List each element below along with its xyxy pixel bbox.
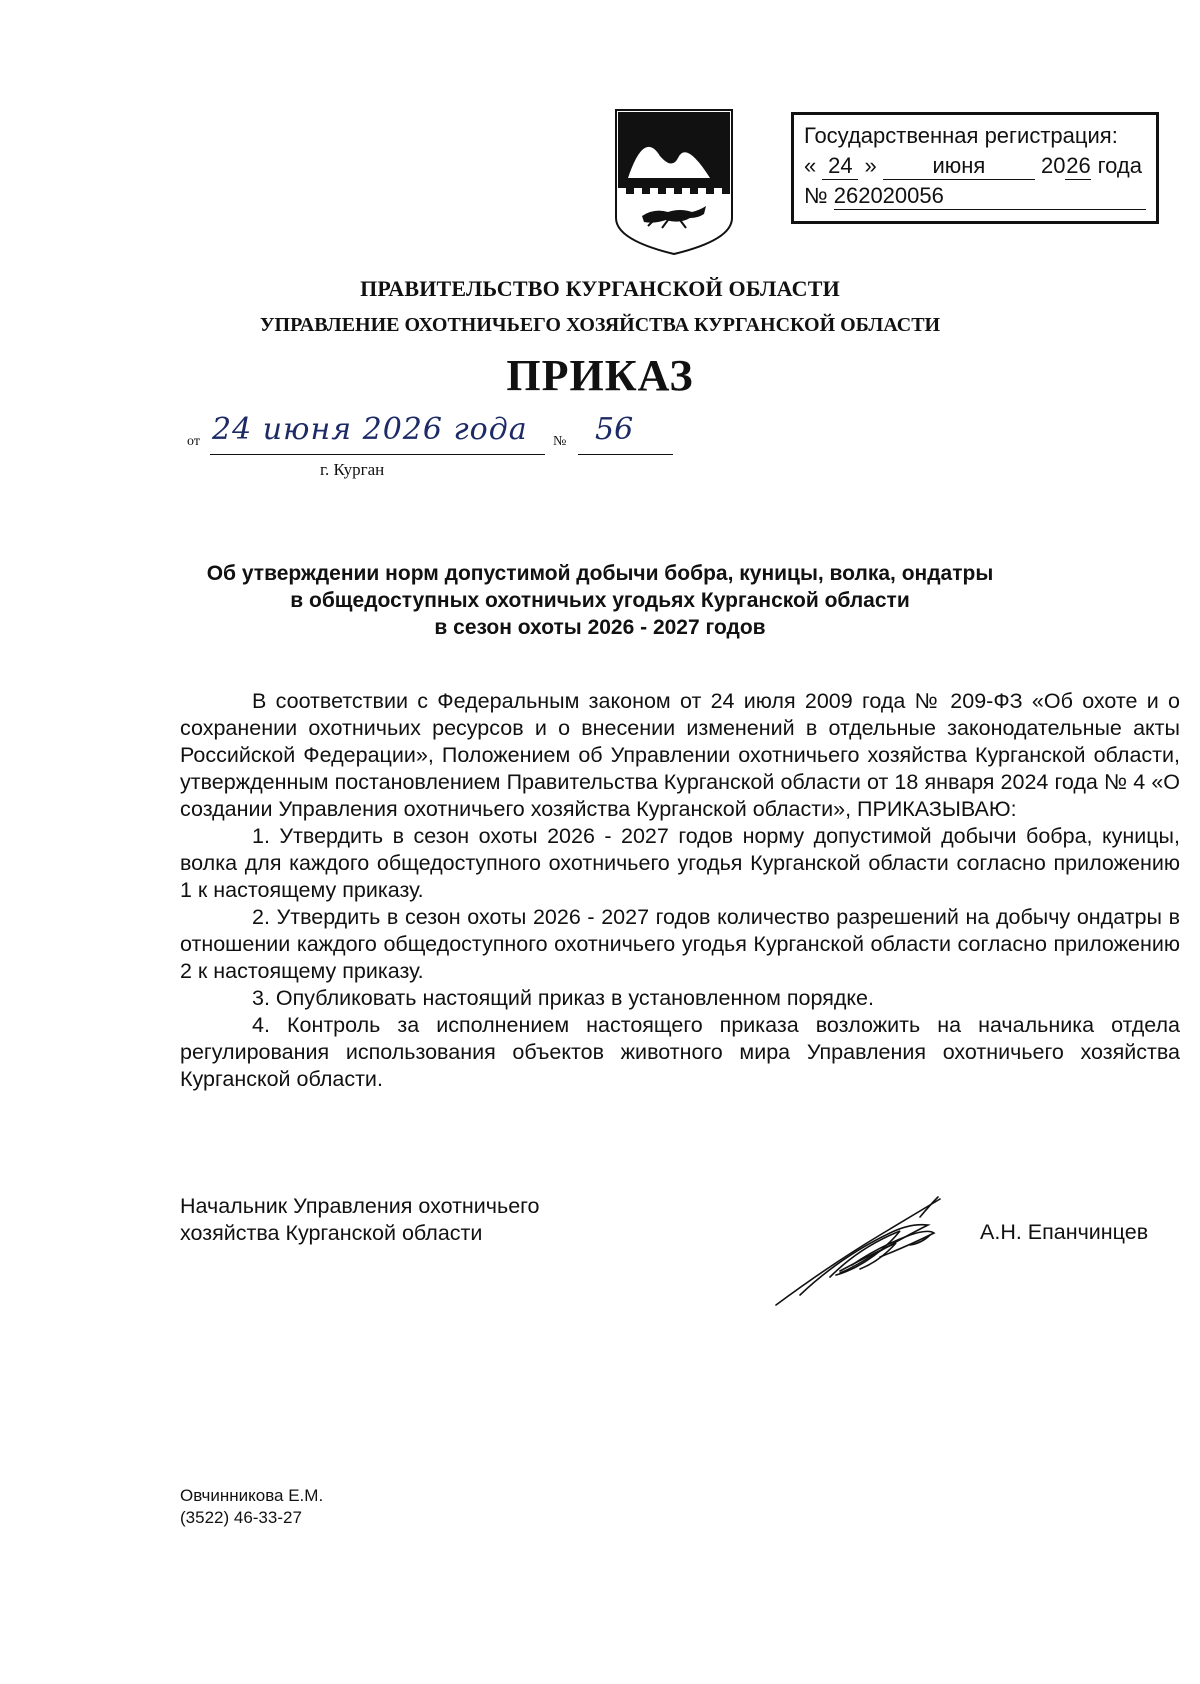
body-item-4: 4. Контроль за исполнением настоящего приказа возложить на начальника отдела регулирования использования объектов животного мира Управления охотничьего хозяйства Курганской области. <box>180 1013 1180 1091</box>
order-number-underline <box>578 454 673 455</box>
signatory-position <box>180 1193 540 1247</box>
body-preamble: В соответствии с Федеральным законом от 24 июля 2009 года № 209-ФЗ «Об охоте и о сохранении охотничьих ресурсов и о внесении изменений в отдельные законодательные акты Российской Федерации», Положением об Управлении охотничьего хозяйства Курганской области, утвержденным постановлением Правительства Курганской области от 18 января 2024 года № 4 «О создании Управления охотничьего хозяйства Курганской области», ПРИКАЗЫВАЮ: <box>180 689 1180 821</box>
order-number-label: № <box>553 434 567 449</box>
registration-title: Государственная регистрация: <box>804 123 1118 148</box>
government-title: ПРАВИТЕЛЬСТВО КУРГАНСКОЙ ОБЛАСТИ <box>360 276 840 301</box>
registration-number: 262020056 <box>834 183 1146 210</box>
order-date-handwritten: 24 июня 2026 года <box>212 412 528 447</box>
signatory-name: А.Н. Епанчинцев <box>980 1220 1149 1244</box>
registration-date <box>804 153 1142 180</box>
subject-line-2: в общедоступных охотничьих угодьях Курганской области <box>290 589 910 612</box>
department-title: УПРАВЛЕНИЕ ОХОТНИЧЬЕГО ХОЗЯЙСТВА КУРГАНСКОЙ ОБЛАСТИ <box>259 314 941 336</box>
registration-day-open: « <box>804 153 817 178</box>
registration-month: июня <box>883 153 1035 180</box>
handwritten-signature <box>770 1195 945 1310</box>
body-item-3: 3. Опубликовать настоящий приказ в установленном порядке. <box>252 986 874 1010</box>
executor-phone: (3522) 46-33-27 <box>180 1508 302 1527</box>
order-city: г. Курган <box>320 460 385 479</box>
coat-of-arms-emblem <box>614 108 734 256</box>
executor-name: Овчинникова Е.М. <box>180 1486 324 1505</box>
registration-day: 24 <box>822 153 858 180</box>
body-item-2: 2. Утвердить в сезон охоты 2026 - 2027 годов количество разрешений на добычу ондатры в отношении каждого общедоступного охотничьего угодья Курганской области согласно приложению 2 к настоящему приказу. <box>180 905 1180 983</box>
order-number-handwritten: 56 <box>595 412 634 447</box>
subject-line-3: в сезон охоты 2026 - 2027 годов <box>434 616 766 639</box>
signatory-position-line-1: Начальник Управления охотничьего <box>180 1194 540 1218</box>
order-body <box>180 688 1180 1093</box>
signatory-position-line-2: хозяйства Курганской области <box>180 1221 483 1245</box>
subject-line-1: Об утверждении норм допустимой добычи бобра, куницы, волка, ондатры <box>206 562 994 585</box>
registration-number-row <box>804 183 1146 210</box>
registration-stamp-box <box>791 112 1159 224</box>
order-date-underline <box>210 454 545 455</box>
order-from-label: от <box>187 434 200 449</box>
registration-year-word: года <box>1097 153 1142 178</box>
order-subject <box>120 560 1080 641</box>
document-type-title: ПРИКАЗ <box>506 351 694 400</box>
executor-info <box>180 1485 323 1529</box>
registration-year-prefix: 20 <box>1041 153 1066 178</box>
registration-day-close: » <box>864 153 877 178</box>
body-item-1: 1. Утвердить в сезон охоты 2026 - 2027 годов норму допустимой добычи бобра, куницы, волка для каждого общедоступного охотничьего угодья Курганской области согласно приложению 1 к настоящему приказу. <box>180 824 1180 902</box>
registration-number-label: № <box>804 183 828 208</box>
registration-year-suffix: 26 <box>1066 153 1091 178</box>
order-date-line <box>0 412 1200 482</box>
